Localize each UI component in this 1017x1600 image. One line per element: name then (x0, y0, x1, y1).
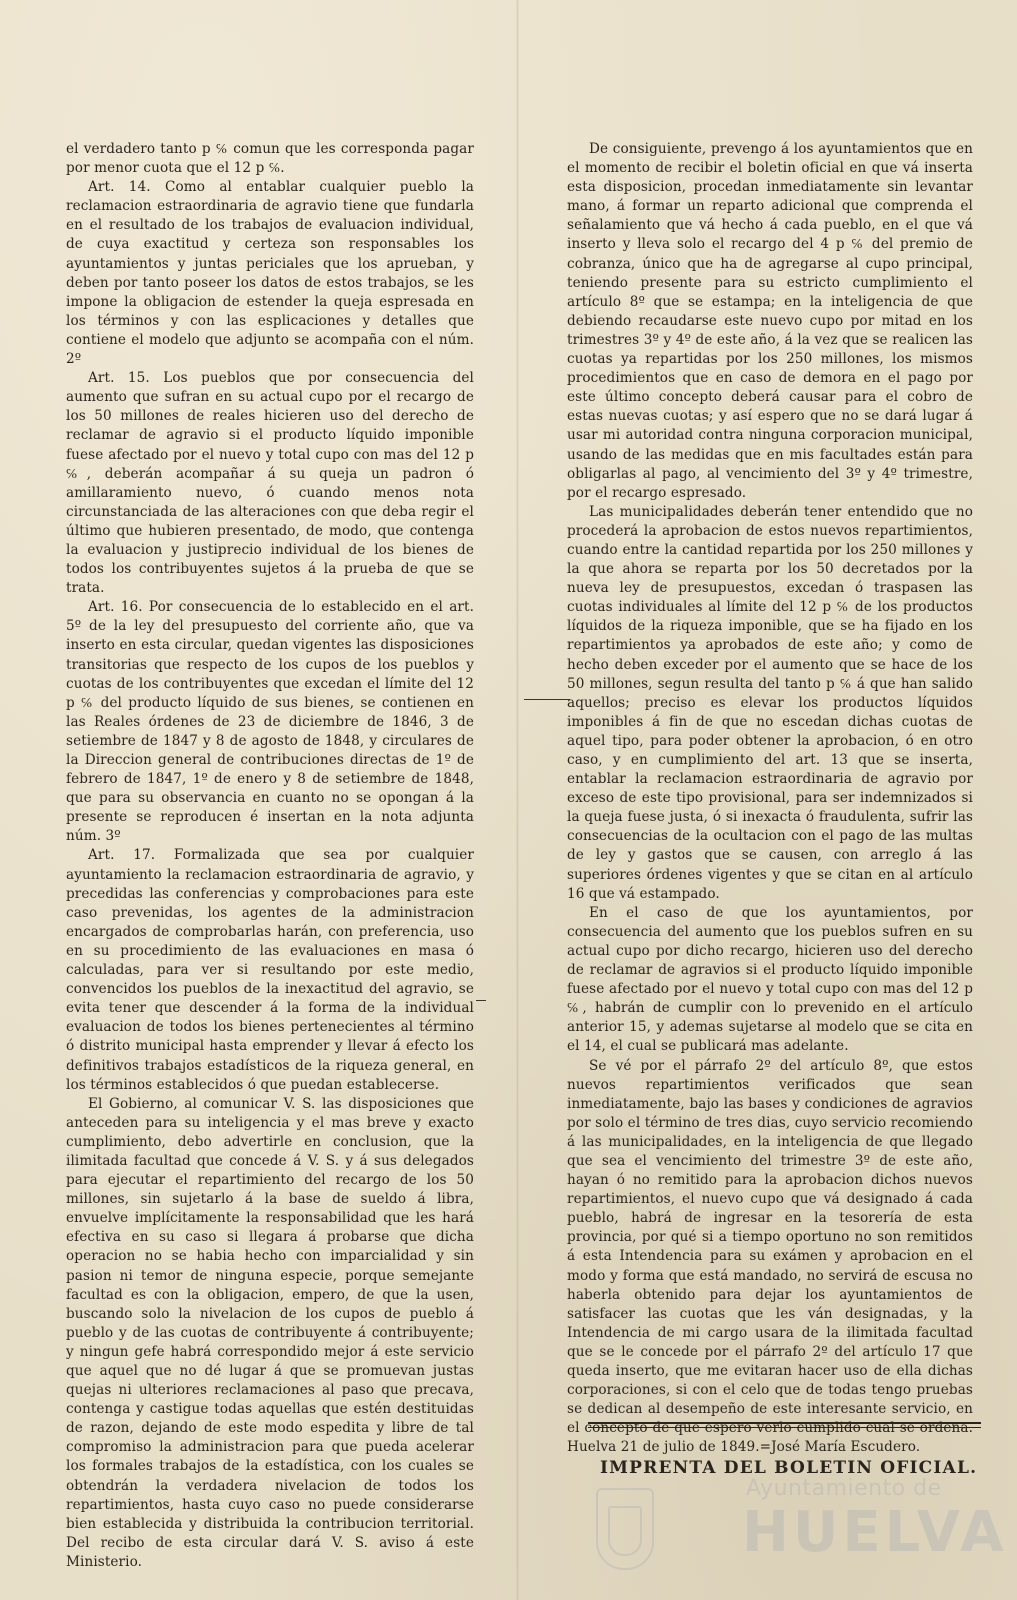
page-fold (516, 0, 519, 1600)
shield-icon (596, 1488, 654, 1570)
divider-rule (588, 1427, 981, 1428)
imprint: IMPRENTA DEL BOLETIN OFICIAL. (600, 1458, 978, 1478)
paragraph-art-15: Art. 15. Los pueblos que por consecuencia del aumento que sufran en su actual cupo por el recargo de los 50 millones de reales hicieren uso del derecho de reclamar de agravio si el producto líquido imponible fuese afectado por el nuevo y total cupo con mas del 12 p ℅, deberán acompañar á su queja un padron ó amillaramiento nuevo, ó cuando menos nota circunstanciada de las alteraciones con que deba regir el último que hubieren presentado, de modo, que contenga la evaluacion y justiprecio individual de los bienes de todos los contribuyentes sujetos á la prueba de que se trata. (66, 370, 474, 597)
watermark-line2: HUELVA (742, 1500, 1008, 1565)
divider-rule (588, 1422, 981, 1424)
watermark-line1: Ayuntamiento de (746, 1476, 942, 1501)
paragraph: En el caso de que los ayuntamientos, por consecuencia del aumento que los pueblos sufren en su actual cupo por dicho recargo, hicieren uso del derecho de reclamar de agravios si el producto líquido imponible fuese afectado por el nuevo y total cupo con mas del 12 p ℅, habrán de cumplir con lo prevenido en el artículo anterior 15, y ademas sujetarse al modelo que se cita en el 14, el cual se publicará mas adelante. (567, 904, 973, 1055)
paragraph: el verdadero tanto p ℅ comun que les corresponda pagar por menor cuota que el 12 p ℅. (66, 141, 474, 177)
left-column (66, 140, 474, 1572)
paragraph-signature: Se vé por el párrafo 2º del artículo 8º, que estos nuevos repartimientos verificados que sean inmediatamente, bajo las bases y condiciones de agravios por solo el término de tres dias, cuyo servicio recomiendo á las municipalidades, en la inteligencia de que llegado que sea el vencimiento del trimestre 3º de este año, hayan ó no remitido para la aprobacion dichos nuevos repartimientos, el nuevo cupo que vá designado á cada pueblo, habrá de ingresar en la tesorería de esta provincia, por qué si a tiempo oportuno no son remitidos á esta Intendencia para su exámen y aprobacion en el modo y forma que está mandado, no servirá de escusa no haberla obtenido para dejar los ayuntamientos de satisfacer las cuotas que les ván designadas, y la Intendencia de mi cargo usara de la ilimitada facultad que se le concede por el párrafo 2º del artículo 17 que queda inserto, que me evitaran hacer uso de ella dichas corporaciones, si con el celo que de todas tengo pruebas se dedican al desempeño de este interesante servicio, en el concepto de que espero verlo cumplido cual se ordena. Huelva 21 de julio de 1849.=José María Escudero. (567, 1057, 973, 1456)
paragraph-art-17: Art. 17. Formalizada que sea por cualquier ayuntamiento la reclamacion estraordinaria de agravio, y precedidas las conferencias y comprobaciones para este caso prevenidas, los agentes de la administracion encargados de comprobarlas harán, con preferencia, uso en su procedimiento de las evaluaciones en masa ó calculadas, para ver si resultando por este medio, convencidos los pueblos de la inexactitud del agravio, se evita tener que descender á la forma de la individual evaluacion de todos los bienes pertenecientes al término ó distrito municipal hasta emprender y llevar á efecto los definitivos trabajos estadísticos de la riqueza general, en los términos establecidos ó que puedan establecerse. (66, 847, 474, 1093)
paragraph: Las municipalidades deberán tener entendido que no procederá la aprobacion de estos nuevos repartimientos, cuando entre la cantidad repartida por los 250 millones y la que ahora se reparta por los 50 decretados por la nueva ley de presupuestos, excedan ó traspasen las cuotas individuales al límite del 12 p ℅ de los productos líquidos de la riqueza imponible, que se ha fijado en los repartimientos ya aprobados de este año; y como de hecho deben exceder por el aumento que se hace de los 50 millones, segun resulta del tanto p ℅ á que han salido aquellos; preciso es elevar los productos líquidos imponibles á fin de que no escedan dichas cuotas de aquel tipo, para poder obtener la aprobacion, ó en otro caso, y en cumplimiento del art. 13 que se inserta, entablar la reclamacion estraordinaria de agravio por exceso de este tipo provisional, para ser indemnizados si la queja fuese justa, ó si inexacta ó fraudulenta, sufrir las consecuencias de la ocultacion con el pago de las multas de ley y gastos que se causen, con arreglo á las superiores órdenes vigentes y que se citan en al artículo 16 que vá estampado. (567, 503, 973, 902)
paragraph-art-16: Art. 16. Por consecuencia de lo establecido en el art. 5º de la ley del presupuesto del corriente año, que va inserto en esta circular, quedan vigentes las disposiciones transitorias que respecto de los cupos de los pueblos y cuotas de los contribuyentes que excedan el límite del 12 p ℅ del producto líquido de sus bienes, se contienen en las Reales órdenes de 23 de diciembre de 1846, 3 de setiembre de 1847 y 8 de agosto de 1848, y circulares de la Direccion general de contribuciones directas de 1º de febrero de 1847, 1º de enero y 8 de setiembre de 1848, que para su observancia en cuanto no se opongan á la presente se reproducen é insertan en la nota adjunta núm. 3º (66, 599, 474, 845)
right-column (567, 140, 973, 1457)
margin-mark (524, 699, 570, 700)
paragraph-conclusion: El Gobierno, al comunicar V. S. las disposiciones que anteceden para su inteligencia y el mas breve y exacto cumplimiento, debo advertirle en conclusion, que la ilimitada facultad que concede á V. S. y á sus delegados para ejecutar el repartimiento del recargo de los 50 millones, sin sujetarlo á la base de sueldo á libra, envuelve implícitamente la responsabilidad que les hará efectiva en su caso si llegara á probarse que dicha operacion no se habia hecho con imparcialidad y sin pasion ni temor de ninguna especie, porque semejante facultad es con la obligacion, empero, de que la usen, buscando solo la nivelacion de los cupos de pueblo á pueblo y de las cuotas de contribuyente á contribuyente; y ningun gefe habrá correspondido mejor á este servicio que aquel que no dé lugar á que se promuevan justas quejas ni ulteriores reclamaciones al paso que precava, contenga y castigue todas aquellas que estén destituidas de razon, dejando de este modo espedita y libre de tal compromiso la administracion para que pueda acelerar los formales trabajos de la estadística, con los cuales se obtendrán la verdadera nivelacion de todos los repartimientos, hasta cuyo caso no puede considerarse bien establecida y distribuida la contribucion territorial. Del recibo de esta circular dará V. S. aviso á este Ministerio. (66, 1095, 474, 1570)
paragraph-art-14: Art. 14. Como al entablar cualquier pueblo la reclamacion estraordinaria de agravio tiene que fundarla en el resultado de los trabajos de evaluacion individual, de cuya exactitud y certeza son responsables los ayuntamientos y juntas periciales que los aprueban, y deben por tanto poseer los datos de estos trabajos, se les impone la obligacion de estender la queja espresada en los términos y con las esplicaciones y detalles que contiene el modelo que adjunto se acompaña con el núm. 2º (66, 179, 474, 368)
margin-mark (476, 1000, 486, 1001)
shield-inner-icon (608, 1506, 642, 1556)
paragraph: De consiguiente, prevengo á los ayuntamientos que en el momento de recibir el boletin oficial en que vá inserta esta disposicion, procedan inmediatamente sin levantar mano, á formar un reparto adicional que comprenda el señalamiento que vá hecho á cada pueblo, en el que vá inserto y lleva solo el recargo del 4 p ℅ del premio de cobranza, único que ha de agregarse al cupo principal, teniendo presente para su estricto cumplimiento el artículo 8º que se estampa; en la inteligencia de que debiendo recaudarse este nuevo cupo por mitad en los trimestres 3º y 4º de este año, á la vez que se realicen las cuotas ya repartidas por los 250 millones, los mismos procedimientos que en caso de demora en el pago por este último concepto deberá causar para el cobro de estas nuevas cuotas; y así espero que no se dará lugar á usar mi autoridad contra ninguna corporacion municipal, usando de las medidas que en mis facultades están para obligarlas al pago, al vencimiento del 3º y 4º trimestre, por el recargo espresado. (567, 141, 973, 501)
watermark (596, 1476, 1008, 1586)
